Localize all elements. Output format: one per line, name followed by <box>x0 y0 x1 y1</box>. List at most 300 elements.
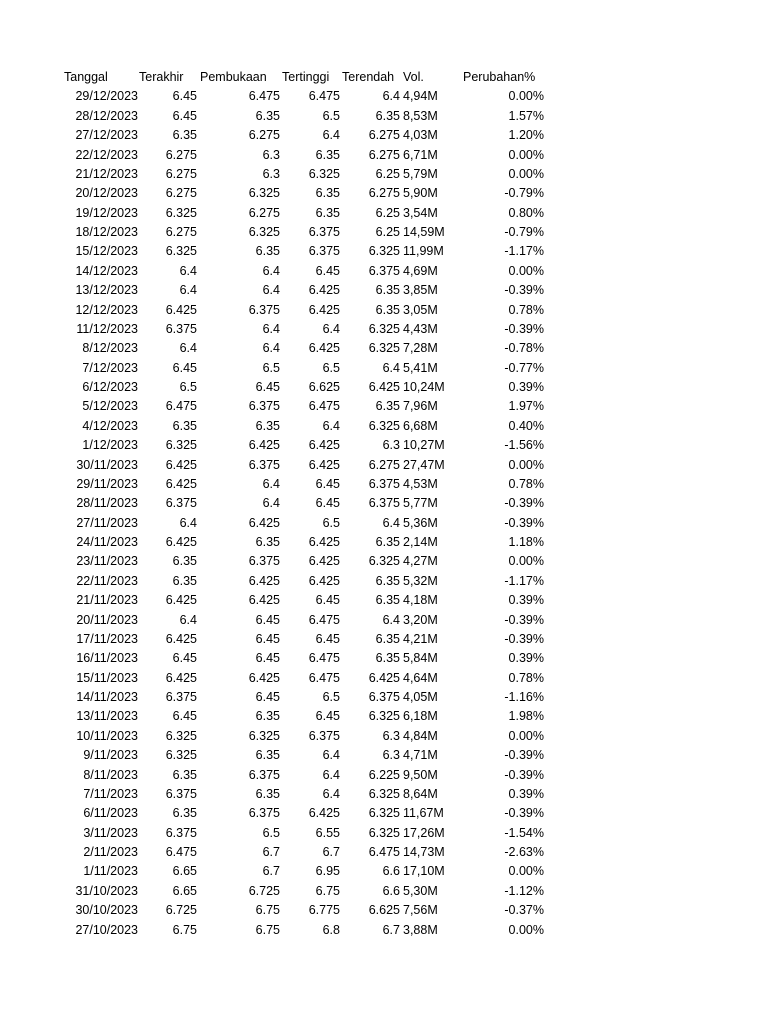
cell-last: 6.325 <box>165 205 197 220</box>
cell-volume: 4,21M <box>403 631 438 646</box>
cell-open: 6.375 <box>248 806 280 821</box>
cell-change-percent: -0.39% <box>504 748 544 763</box>
cell-last: 6.475 <box>165 399 197 414</box>
table-row <box>0 707 768 726</box>
cell-low: 6.425 <box>368 670 400 685</box>
cell-date: 28/12/2023 <box>75 108 138 123</box>
cell-open: 6.5 <box>262 360 280 375</box>
table-row <box>0 630 768 649</box>
cell-last: 6.4 <box>179 612 197 627</box>
table-row <box>0 107 768 126</box>
cell-volume: 8,64M <box>403 786 438 801</box>
cell-high: 6.425 <box>308 554 340 569</box>
cell-high: 6.5 <box>322 515 340 530</box>
cell-high: 6.75 <box>315 883 340 898</box>
cell-change-percent: -0.39% <box>504 283 544 298</box>
cell-high: 6.625 <box>308 380 340 394</box>
cell-date: 1/12/2023 <box>82 438 138 453</box>
cell-volume: 10,27M <box>403 438 445 453</box>
cell-date: 15/12/2023 <box>75 244 138 259</box>
table-row <box>0 804 768 823</box>
cell-change-percent: 0.39% <box>508 593 544 608</box>
cell-change-percent: 0.00% <box>508 922 544 937</box>
cell-date: 2/11/2023 <box>83 845 138 859</box>
cell-high: 6.4 <box>322 128 340 143</box>
cell-volume: 5,30M <box>403 883 438 898</box>
cell-change-percent: -1.56% <box>504 438 544 453</box>
cell-change-percent: 0.00% <box>508 457 544 472</box>
cell-date: 10/11/2023 <box>76 728 138 743</box>
cell-date: 14/12/2023 <box>75 263 138 278</box>
table-row <box>0 301 768 320</box>
cell-high: 6.475 <box>308 670 340 685</box>
cell-low: 6.475 <box>368 845 400 859</box>
cell-high: 6.4 <box>322 786 340 801</box>
table-row <box>0 146 768 165</box>
cell-change-percent: -1.17% <box>504 244 544 259</box>
table-row <box>0 552 768 571</box>
table-row <box>0 87 768 106</box>
cell-high: 6.475 <box>308 651 340 666</box>
cell-high: 6.4 <box>322 321 340 336</box>
cell-open: 6.35 <box>255 535 280 549</box>
table-row <box>0 727 768 746</box>
cell-date: 11/12/2023 <box>76 321 138 336</box>
cell-high: 6.775 <box>308 903 340 918</box>
cell-date: 6/11/2023 <box>83 806 138 821</box>
cell-open: 6.3 <box>262 147 280 162</box>
cell-high: 6.5 <box>322 690 340 704</box>
cell-open: 6.4 <box>262 341 280 356</box>
cell-change-percent: 1.98% <box>508 709 544 724</box>
cell-change-percent: -0.39% <box>504 806 544 821</box>
cell-high: 6.475 <box>308 399 340 414</box>
cell-date: 13/11/2023 <box>76 709 138 724</box>
cell-high: 6.425 <box>308 302 340 317</box>
cell-change-percent: 0.80% <box>508 205 544 220</box>
cell-high: 6.8 <box>322 922 340 937</box>
cell-date: 1/11/2023 <box>83 864 138 879</box>
table-row <box>0 533 768 552</box>
cell-open: 6.7 <box>262 864 280 879</box>
table-row <box>0 494 768 513</box>
cell-high: 6.35 <box>315 205 340 220</box>
cell-open: 6.425 <box>248 573 280 588</box>
cell-last: 6.275 <box>165 225 197 239</box>
cell-low: 6.325 <box>368 806 400 821</box>
cell-last: 6.35 <box>172 806 197 821</box>
cell-low: 6.325 <box>368 709 400 724</box>
cell-last: 6.65 <box>172 883 197 898</box>
cell-low: 6.35 <box>375 399 400 414</box>
cell-low: 6.7 <box>382 922 400 937</box>
cell-volume: 4,53M <box>403 476 438 491</box>
cell-high: 6.45 <box>315 593 340 608</box>
cell-volume: 4,05M <box>403 690 438 704</box>
cell-open: 6.375 <box>248 767 280 782</box>
cell-last: 6.35 <box>172 554 197 569</box>
cell-change-percent: -0.39% <box>504 631 544 646</box>
cell-last: 6.425 <box>165 457 197 472</box>
cell-high: 6.425 <box>308 341 340 356</box>
cell-high: 6.325 <box>308 166 340 181</box>
cell-low: 6.325 <box>368 321 400 336</box>
cell-date: 19/12/2023 <box>75 205 138 220</box>
cell-change-percent: 0.00% <box>508 89 544 104</box>
cell-open: 6.475 <box>248 89 280 104</box>
cell-open: 6.375 <box>248 302 280 317</box>
cell-change-percent: 0.00% <box>508 166 544 181</box>
cell-low: 6.4 <box>382 612 400 627</box>
cell-date: 30/11/2023 <box>76 457 138 472</box>
cell-change-percent: -0.77% <box>504 360 544 375</box>
cell-volume: 11,99M <box>403 244 444 259</box>
cell-open: 6.3 <box>262 166 280 181</box>
cell-last: 6.425 <box>165 476 197 491</box>
table-row <box>0 204 768 223</box>
table-row <box>0 223 768 242</box>
table-row <box>0 785 768 804</box>
cell-open: 6.375 <box>248 457 280 472</box>
cell-change-percent: 0.78% <box>508 476 544 491</box>
cell-open: 6.7 <box>262 845 280 859</box>
cell-open: 6.45 <box>255 690 280 704</box>
cell-low: 6.325 <box>368 554 400 569</box>
table-row <box>0 824 768 843</box>
cell-last: 6.275 <box>165 166 197 181</box>
cell-last: 6.45 <box>172 89 197 104</box>
cell-last: 6.425 <box>165 670 197 685</box>
cell-last: 6.75 <box>172 922 197 937</box>
cell-last: 6.425 <box>165 302 197 317</box>
cell-change-percent: 0.00% <box>508 554 544 569</box>
cell-open: 6.5 <box>262 825 280 840</box>
cell-volume: 5,32M <box>403 573 438 588</box>
cell-high: 6.55 <box>315 825 340 840</box>
cell-date: 3/11/2023 <box>83 825 138 840</box>
cell-low: 6.35 <box>375 593 400 608</box>
cell-date: 9/11/2023 <box>83 748 138 763</box>
cell-change-percent: 0.39% <box>508 786 544 801</box>
cell-volume: 11,67M <box>403 806 444 821</box>
cell-volume: 10,24M <box>403 380 445 394</box>
cell-low: 6.325 <box>368 244 400 259</box>
cell-high: 6.45 <box>315 709 340 724</box>
cell-low: 6.325 <box>368 418 400 433</box>
cell-change-percent: -0.79% <box>504 186 544 201</box>
cell-date: 27/10/2023 <box>75 922 138 937</box>
table-row <box>0 397 768 416</box>
header-row <box>0 68 768 87</box>
cell-low: 6.275 <box>368 128 400 143</box>
cell-low: 6.25 <box>375 166 400 181</box>
cell-volume: 5,36M <box>403 515 438 530</box>
cell-high: 6.425 <box>308 573 340 588</box>
cell-open: 6.35 <box>255 709 280 724</box>
cell-high: 6.375 <box>308 728 340 743</box>
cell-change-percent: 1.20% <box>508 128 544 143</box>
cell-open: 6.325 <box>248 186 280 201</box>
table-row <box>0 339 768 358</box>
cell-last: 6.325 <box>165 728 197 743</box>
cell-volume: 4,84M <box>403 728 438 743</box>
table-row <box>0 766 768 785</box>
cell-last: 6.35 <box>172 128 197 143</box>
cell-high: 6.425 <box>308 283 340 298</box>
cell-high: 6.45 <box>315 631 340 646</box>
header-last: Terakhir <box>139 70 184 84</box>
cell-date: 16/11/2023 <box>76 651 138 666</box>
cell-date: 21/11/2023 <box>76 593 138 608</box>
cell-volume: 3,88M <box>403 922 438 937</box>
cell-volume: 4,27M <box>403 554 438 569</box>
cell-low: 6.35 <box>375 535 400 549</box>
cell-change-percent: -0.37% <box>504 903 544 918</box>
cell-date: 30/10/2023 <box>75 903 138 918</box>
cell-open: 6.275 <box>248 128 280 143</box>
cell-change-percent: -1.54% <box>504 825 544 840</box>
cell-volume: 3,20M <box>403 612 438 627</box>
cell-open: 6.75 <box>255 922 280 937</box>
cell-last: 6.35 <box>172 418 197 433</box>
cell-volume: 17,26M <box>403 825 445 840</box>
cell-high: 6.35 <box>315 147 340 162</box>
cell-volume: 6,71M <box>403 147 438 162</box>
cell-date: 15/11/2023 <box>76 670 138 685</box>
cell-date: 20/11/2023 <box>76 612 138 627</box>
cell-change-percent: -1.17% <box>504 573 544 588</box>
table-row <box>0 591 768 610</box>
cell-open: 6.425 <box>248 438 280 453</box>
cell-volume: 5,84M <box>403 651 438 666</box>
cell-change-percent: 0.78% <box>508 670 544 685</box>
cell-change-percent: 0.39% <box>508 651 544 666</box>
cell-open: 6.35 <box>255 786 280 801</box>
table-row <box>0 262 768 281</box>
cell-high: 6.475 <box>308 89 340 104</box>
cell-high: 6.7 <box>322 845 340 859</box>
cell-change-percent: 1.57% <box>508 108 544 123</box>
cell-date: 18/12/2023 <box>75 225 138 239</box>
cell-open: 6.4 <box>262 496 280 511</box>
cell-volume: 3,05M <box>403 302 438 317</box>
cell-low: 6.4 <box>382 515 400 530</box>
cell-last: 6.45 <box>172 709 197 724</box>
cell-open: 6.75 <box>255 903 280 918</box>
cell-date: 7/12/2023 <box>82 360 138 375</box>
table-row <box>0 242 768 261</box>
table-row <box>0 688 768 707</box>
cell-last: 6.65 <box>172 864 197 879</box>
cell-last: 6.425 <box>165 593 197 608</box>
cell-last: 6.4 <box>179 263 197 278</box>
cell-date: 6/12/2023 <box>82 380 138 394</box>
cell-low: 6.425 <box>368 380 400 394</box>
table-row <box>0 514 768 533</box>
cell-change-percent: 0.39% <box>508 380 544 394</box>
cell-change-percent: -0.79% <box>504 225 544 239</box>
cell-last: 6.325 <box>165 438 197 453</box>
cell-volume: 4,18M <box>403 593 438 608</box>
cell-high: 6.45 <box>315 496 340 511</box>
cell-last: 6.4 <box>179 283 197 298</box>
cell-high: 6.425 <box>308 535 340 549</box>
cell-open: 6.275 <box>248 205 280 220</box>
cell-date: 27/11/2023 <box>76 515 138 530</box>
cell-change-percent: 1.18% <box>508 535 544 549</box>
cell-high: 6.4 <box>322 418 340 433</box>
header-low: Terendah <box>342 70 395 84</box>
cell-change-percent: -2.63% <box>504 845 544 859</box>
cell-date: 7/11/2023 <box>83 786 138 801</box>
cell-last: 6.475 <box>165 845 197 859</box>
cell-low: 6.275 <box>368 147 400 162</box>
cell-low: 6.35 <box>375 108 400 123</box>
cell-change-percent: 0.00% <box>508 263 544 278</box>
cell-low: 6.625 <box>368 903 400 918</box>
cell-volume: 3,85M <box>403 283 438 298</box>
cell-change-percent: -0.78% <box>504 341 544 356</box>
table-row <box>0 862 768 881</box>
cell-last: 6.275 <box>165 147 197 162</box>
cell-volume: 14,59M <box>403 225 445 239</box>
cell-volume: 6,18M <box>403 709 438 724</box>
cell-open: 6.35 <box>255 108 280 123</box>
table-row <box>0 456 768 475</box>
cell-date: 4/12/2023 <box>82 418 138 433</box>
table-row <box>0 746 768 765</box>
cell-last: 6.375 <box>165 690 197 704</box>
cell-volume: 2,14M <box>403 535 438 549</box>
cell-last: 6.4 <box>179 515 197 530</box>
cell-date: 23/11/2023 <box>76 554 138 569</box>
cell-last: 6.35 <box>172 767 197 782</box>
cell-high: 6.45 <box>315 263 340 278</box>
cell-high: 6.375 <box>308 244 340 259</box>
cell-open: 6.425 <box>248 515 280 530</box>
cell-open: 6.425 <box>248 670 280 685</box>
table-row <box>0 475 768 494</box>
cell-low: 6.6 <box>382 864 400 879</box>
cell-volume: 7,28M <box>403 341 438 356</box>
cell-open: 6.45 <box>255 631 280 646</box>
cell-high: 6.4 <box>322 767 340 782</box>
cell-low: 6.35 <box>375 283 400 298</box>
cell-open: 6.4 <box>262 476 280 491</box>
cell-open: 6.375 <box>248 399 280 414</box>
cell-date: 21/12/2023 <box>75 166 138 181</box>
cell-change-percent: -1.16% <box>504 690 544 704</box>
cell-high: 6.35 <box>315 186 340 201</box>
cell-low: 6.35 <box>375 631 400 646</box>
cell-volume: 5,90M <box>403 186 438 201</box>
cell-date: 20/12/2023 <box>75 186 138 201</box>
cell-last: 6.45 <box>172 360 197 375</box>
table-row <box>0 184 768 203</box>
cell-high: 6.375 <box>308 225 340 239</box>
cell-change-percent: 0.78% <box>508 302 544 317</box>
cell-date: 31/10/2023 <box>75 883 138 898</box>
cell-high: 6.425 <box>308 438 340 453</box>
cell-volume: 7,96M <box>403 399 438 414</box>
cell-high: 6.425 <box>308 806 340 821</box>
cell-low: 6.25 <box>375 225 400 239</box>
header-high: Tertinggi <box>282 70 330 84</box>
cell-last: 6.4 <box>179 341 197 356</box>
cell-date: 22/11/2023 <box>76 573 138 588</box>
cell-volume: 9,50M <box>403 767 438 782</box>
cell-date: 29/12/2023 <box>75 89 138 104</box>
cell-last: 6.45 <box>172 651 197 666</box>
table-row <box>0 417 768 436</box>
cell-open: 6.325 <box>248 225 280 239</box>
cell-low: 6.35 <box>375 651 400 666</box>
cell-last: 6.275 <box>165 186 197 201</box>
cell-high: 6.425 <box>308 457 340 472</box>
table-row <box>0 378 768 397</box>
cell-volume: 6,68M <box>403 418 438 433</box>
cell-last: 6.325 <box>165 244 197 259</box>
cell-open: 6.725 <box>248 883 280 898</box>
cell-low: 6.325 <box>368 786 400 801</box>
cell-last: 6.425 <box>165 535 197 549</box>
table-body <box>0 87 768 940</box>
header-open: Pembukaan <box>200 70 267 84</box>
cell-open: 6.35 <box>255 418 280 433</box>
cell-low: 6.225 <box>368 767 400 782</box>
cell-low: 6.3 <box>382 748 400 763</box>
cell-change-percent: -0.39% <box>504 496 544 511</box>
cell-volume: 8,53M <box>403 108 438 123</box>
cell-high: 6.475 <box>308 612 340 627</box>
cell-open: 6.45 <box>255 380 280 394</box>
cell-high: 6.95 <box>315 864 340 879</box>
cell-date: 27/12/2023 <box>75 128 138 143</box>
cell-volume: 17,10M <box>403 864 445 879</box>
cell-last: 6.375 <box>165 825 197 840</box>
cell-low: 6.375 <box>368 690 400 704</box>
cell-low: 6.25 <box>375 205 400 220</box>
cell-open: 6.425 <box>248 593 280 608</box>
cell-last: 6.725 <box>165 903 197 918</box>
cell-low: 6.325 <box>368 825 400 840</box>
cell-last: 6.325 <box>165 748 197 763</box>
table-row <box>0 165 768 184</box>
cell-date: 8/12/2023 <box>82 341 138 356</box>
table-row <box>0 572 768 591</box>
cell-high: 6.5 <box>322 108 340 123</box>
cell-open: 6.4 <box>262 283 280 298</box>
cell-date: 5/12/2023 <box>82 399 138 414</box>
cell-low: 6.35 <box>375 302 400 317</box>
cell-last: 6.425 <box>165 631 197 646</box>
cell-change-percent: -0.39% <box>504 321 544 336</box>
cell-high: 6.45 <box>315 476 340 491</box>
cell-date: 24/11/2023 <box>76 535 138 549</box>
cell-volume: 4,64M <box>403 670 438 685</box>
cell-date: 22/12/2023 <box>75 147 138 162</box>
cell-date: 17/11/2023 <box>76 631 138 646</box>
cell-change-percent: 0.00% <box>508 864 544 879</box>
cell-volume: 3,54M <box>403 205 438 220</box>
cell-low: 6.3 <box>382 438 400 453</box>
cell-open: 6.35 <box>255 748 280 763</box>
cell-open: 6.45 <box>255 612 280 627</box>
cell-volume: 4,03M <box>403 128 438 143</box>
cell-low: 6.375 <box>368 496 400 511</box>
table-row <box>0 901 768 920</box>
cell-change-percent: 1.97% <box>508 399 544 414</box>
